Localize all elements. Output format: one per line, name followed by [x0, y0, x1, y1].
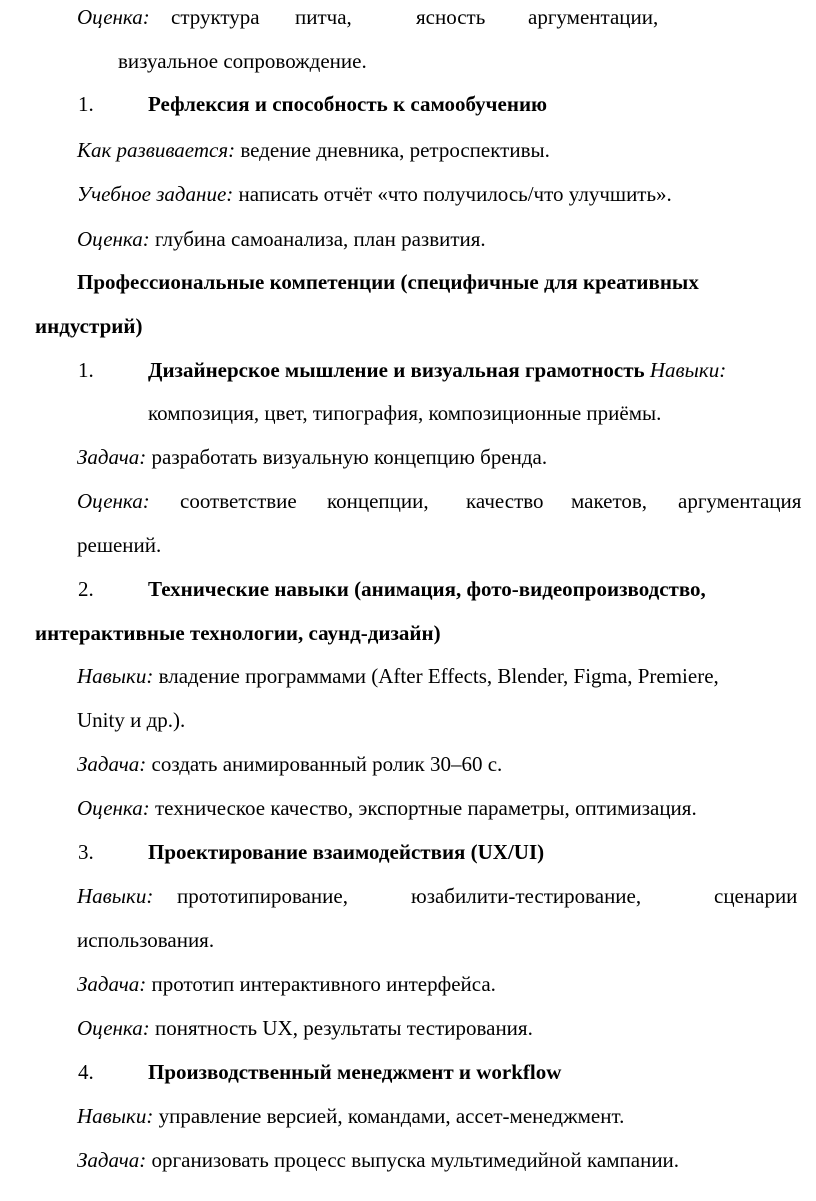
label-how-develops: Как развивается: [77, 138, 236, 162]
word: аргументация [678, 489, 802, 513]
paragraph-text: использования. [77, 928, 215, 952]
label-otsenka: Оценка: [77, 227, 150, 251]
subsection-heading-technical-cont: интерактивные технологии, саунд-дизайн) [35, 621, 441, 645]
paragraph-text: Unity и др.). [77, 708, 186, 732]
line-18 [77, 750, 502, 778]
line-22 [77, 926, 214, 954]
paragraph-text: организовать процесс выпуска мультимедийной кампании. [146, 1148, 680, 1172]
word: прототипирование, [177, 884, 348, 908]
line-27 [77, 1146, 679, 1174]
label-otsenka: Оценка: [77, 796, 150, 820]
line-10 [148, 399, 661, 427]
line-23 [77, 970, 496, 998]
label-skills: Навыки: [77, 664, 154, 688]
word: аргументации, [528, 5, 659, 29]
subsection-heading-design: Дизайнерское мышление и визуальная грамотность [148, 358, 645, 382]
line-09 [148, 356, 726, 384]
label-skills: Навыки: [644, 358, 727, 382]
list-number: 1. [78, 92, 94, 116]
paragraph-text: написать отчёт «что получилось/что улучшить». [233, 182, 672, 206]
paragraph-text: владение программами (After Effects, Blender, Figma, Premiere, [153, 664, 719, 688]
line-02 [118, 47, 367, 75]
label-task: Задача: [77, 445, 147, 469]
section-heading-professional: Профессиональные компетенции (специфичные для креативных [77, 270, 699, 294]
line-05 [77, 180, 672, 208]
line-06 [77, 225, 486, 253]
word: качество [466, 489, 544, 513]
list-number: 4. [78, 1060, 94, 1084]
paragraph-text: управление версией, командами, ассет-менеджмент. [153, 1104, 625, 1128]
paragraph-text: разработать визуальную концепцию бренда. [146, 445, 548, 469]
list-number: 3. [78, 840, 94, 864]
word: концепции, [327, 489, 429, 513]
line-19 [77, 794, 697, 822]
word: макетов, [571, 489, 648, 513]
word: сценарии [714, 884, 798, 908]
list-number: 2. [78, 577, 94, 601]
paragraph-text: решений. [77, 533, 162, 557]
paragraph-text: техническое качество, экспортные параметры, оптимизация. [149, 796, 697, 820]
label-otsenka: Оценка: [77, 5, 150, 29]
paragraph-text: создать анимированный ролик 30–60 с. [146, 752, 503, 776]
line-17 [77, 706, 185, 734]
section-heading-reflection: Рефлексия и способность к самообучению [148, 92, 548, 116]
section-heading-professional-cont: индустрий) [35, 314, 143, 338]
line-16 [77, 662, 719, 690]
paragraph-text: визуальное сопровождение. [118, 49, 367, 73]
paragraph-text: прототип интерактивного интерфейса. [146, 972, 496, 996]
word: юзабилити-тестирование, [411, 884, 642, 908]
label-task: Задача: [77, 1148, 147, 1172]
word: ясность [416, 5, 486, 29]
word: соответствие [180, 489, 297, 513]
label-skills: Навыки: [77, 884, 154, 908]
paragraph-text: композиция, цвет, типография, композиционные приёмы. [148, 401, 662, 425]
label-task: Задача: [77, 972, 147, 996]
label-learning-task: Учебное задание: [77, 182, 234, 206]
line-24 [77, 1014, 533, 1042]
subsection-heading-technical: Технические навыки (анимация, фото-видеопроизводство, [148, 577, 706, 601]
label-otsenka: Оценка: [77, 1016, 150, 1040]
subsection-heading-production: Производственный менеджмент и workflow [148, 1060, 562, 1084]
subsection-heading-ux: Проектирование взаимодействия (UX/UI) [148, 840, 545, 864]
list-number: 1. [78, 358, 94, 382]
line-26 [77, 1102, 624, 1130]
label-task: Задача: [77, 752, 147, 776]
paragraph-text: ведение дневника, ретроспективы. [235, 138, 550, 162]
paragraph-text: понятность UX, результаты тестирования. [149, 1016, 533, 1040]
line-04 [77, 136, 550, 164]
line-13 [77, 531, 161, 559]
word: структура [171, 5, 260, 29]
label-otsenka: Оценка: [77, 489, 150, 513]
paragraph-text: глубина самоанализа, план развития. [149, 227, 486, 251]
label-skills: Навыки: [77, 1104, 154, 1128]
word: питча, [295, 5, 352, 29]
line-11 [77, 443, 547, 471]
